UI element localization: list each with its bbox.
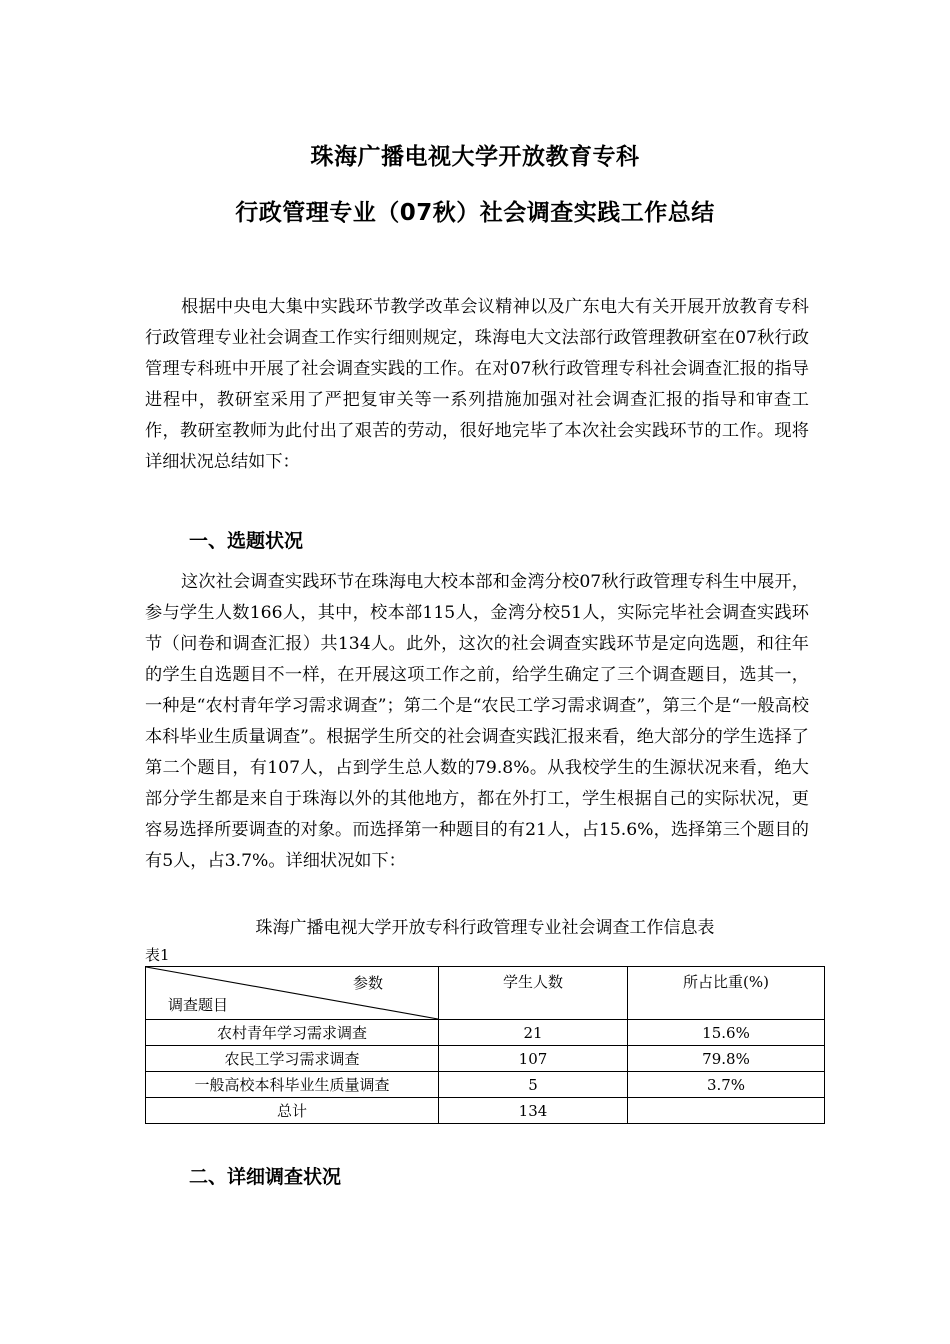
section-2-heading: 二、详细调查状况 [189, 1166, 342, 1188]
total-count: 134 [439, 1098, 628, 1124]
row-share: 79.8% [628, 1046, 825, 1072]
survey-info-table [145, 966, 825, 1124]
diagonal-header-cell [146, 967, 439, 1020]
table-label: 表1 [145, 946, 170, 964]
total-share [628, 1098, 825, 1124]
table-total-row [146, 1098, 825, 1124]
section-1-paragraph [145, 567, 809, 877]
table-caption: 珠海广播电视大学开放专科行政管理专业社会调查工作信息表 [255, 918, 715, 938]
title-line-1: 珠海广播电视大学开放教育专科 [310, 144, 640, 170]
table-row [146, 1072, 825, 1098]
section-1-text: 这次社会调查实践环节在珠海电大校本部和金湾分校07秋行政管理专科生中展开，参与学生人数166人，其中，校本部115人，金湾分校51人，实际完毕社会调查实践环节（问卷和调查汇报）共134人。此外，这次的社会调查实践环节是定向选题，和往年的学生自选题目不一样，在开展这项工作之前，给学生确定了三个调查题目，选其一，一种是“农村青年学习需求调查”；第二个是“农民工学习需求调查”，第三个是“一般高校本科毕业生质量调查”。根据学生所交的社会调查实践汇报来看，绝大部分的学生选择了第二个题目，有107人，占到学生总人数的79.8%。从我校学生的生源状况来看，绝大部分学生都是来自于珠海以外的其他地方，都在外打工，学生根据自己的实际状况，更容易选择所要调查的对象。而选择第一种题目的有21人，占15.6%，选择第三个题目的有5人，占3.7%。详细状况如下： [145, 572, 809, 871]
header-student-count: 学生人数 [439, 967, 628, 1020]
row-count: 21 [439, 1020, 628, 1046]
intro-paragraph [145, 292, 809, 478]
row-count: 5 [439, 1072, 628, 1098]
section-1-heading: 一、选题状况 [189, 530, 304, 552]
row-share: 15.6% [628, 1020, 825, 1046]
table-header-row [146, 967, 825, 1020]
header-topic-label: 调查题目 [168, 996, 229, 1014]
table-row [146, 1046, 825, 1072]
title-line-2: 行政管理专业（07秋）社会调查实践工作总结 [235, 200, 715, 226]
row-topic: 一般高校本科毕业生质量调查 [146, 1072, 439, 1098]
row-topic: 农民工学习需求调查 [146, 1046, 439, 1072]
row-topic: 农村青年学习需求调查 [146, 1020, 439, 1046]
intro-text: 根据中央电大集中实践环节教学改革会议精神以及广东电大有关开展开放教育专科行政管理专业社会调查工作实行细则规定，珠海电大文法部行政管理教研室在07秋行政管理专科班中开展了社会调查实践的工作。在对07秋行政管理专科社会调查汇报的指导进程中，教研室采用了严把复审关等一系列措施加强对社会调查汇报的指导和审查工作，教研室教师为此付出了艰苦的劳动，很好地完毕了本次社会实践环节的工作。现将详细状况总结如下： [145, 297, 809, 472]
row-share: 3.7% [628, 1072, 825, 1098]
header-share: 所占比重(%) [628, 967, 825, 1020]
row-count: 107 [439, 1046, 628, 1072]
total-label: 总计 [146, 1098, 439, 1124]
table-row [146, 1020, 825, 1046]
header-param-label: 参数 [352, 974, 383, 992]
